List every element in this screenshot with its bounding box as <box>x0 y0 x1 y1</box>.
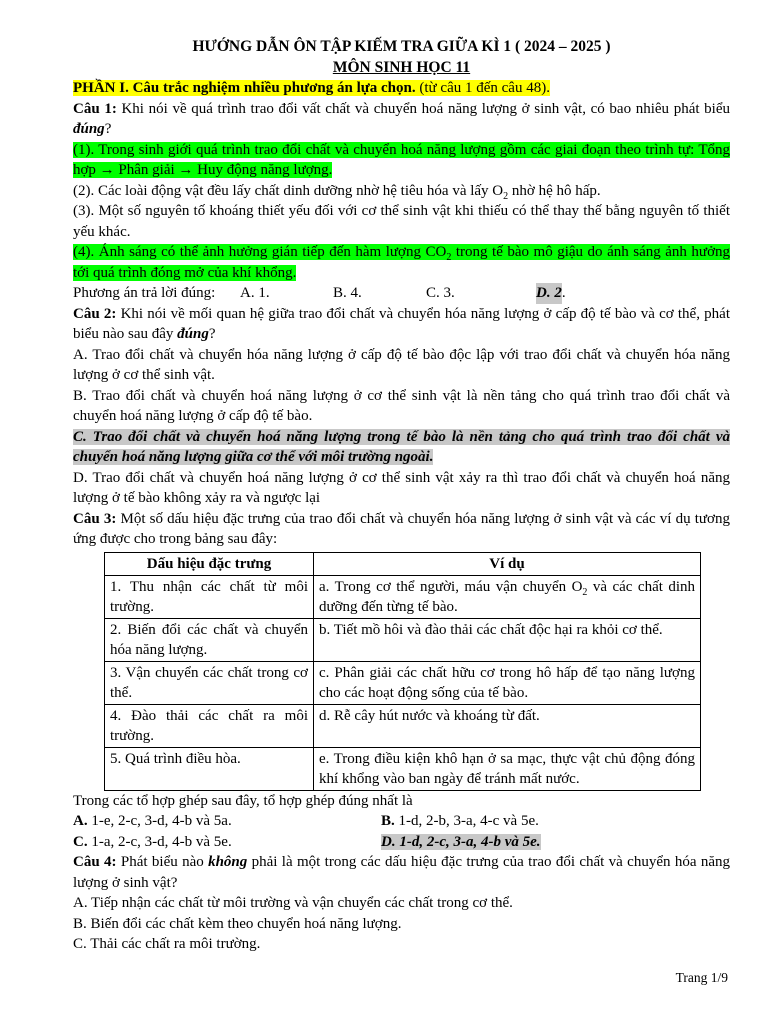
table-row: 4. Đào thải các chất ra môi trường. d. Rễ cây hút nước và khoáng từ đất. <box>105 704 701 747</box>
q2-stem: Câu 2: Khi nói về mối quan hệ giữa trao đổi chất và chuyển hóa năng lượng ở cấp độ tế bào và cơ thể, phát biểu nào sau đây đúng? <box>73 305 730 342</box>
q1-answer-label: Phương án trả lời đúng: <box>73 285 216 301</box>
q4-stem: Câu 4: Phát biểu nào không phải là một trong các dấu hiệu đặc trưng của trao đổi chất và chuyển hóa năng lượng ở sinh vật? <box>73 854 731 891</box>
table-row: 1. Thu nhận các chất từ môi trường. a. Trong cơ thể người, máu vận chuyển $O_2$ và các chất dinh dưỡng đến từng tế bào. <box>105 575 701 618</box>
q2-option-c: C. Trao đổi chất và chuyển hoá năng lượng trong tế bào là nền tảng cho quá trình trao đổi chất và chuyển hoá năng lượng giữa cơ thể với môi trường ngoài. <box>73 428 730 465</box>
q1-option-d: D. 2. <box>536 283 566 304</box>
q4-option-b: B. Biến đổi các chất kèm theo chuyển hoá năng lượng. <box>73 915 402 932</box>
document-page <box>73 36 730 955</box>
table-header-example: Ví dụ <box>314 552 701 575</box>
q1-statement-2: (2). Các loài động vật đều lấy chất dinh dưỡng nhờ hệ tiêu hóa và lấy $O_2$ nhờ hệ hô hấp. <box>73 182 601 202</box>
table-header-row <box>105 552 701 575</box>
doc-subtitle: MÔN SINH HỌC 11 <box>332 59 471 76</box>
q3-options-row-1 <box>73 811 730 832</box>
table-row: 2. Biến đổi các chất và chuyển hóa năng lượng. b. Tiết mồ hôi và đào thải các chất độc hại ra khỏi cơ thể. <box>105 618 701 661</box>
q3-table <box>104 552 701 791</box>
q4-option-a: A. Tiếp nhận các chất từ môi trường và vận chuyển các chất trong cơ thể. <box>73 895 513 911</box>
q1-statement-4: (4). Ánh sáng có thể ảnh hưởng gián tiếp đến hàm lượng $CO_2$ trong tế bào mô giậu do ánh sáng ảnh hưởng tới quá trình đóng mở của khí khổng. <box>73 244 730 281</box>
q3-prompt: Trong các tổ hợp ghép sau đây, tổ hợp ghép đúng nhất là <box>73 792 413 809</box>
q3-options-row-2 <box>73 832 730 853</box>
table-row: 3. Vận chuyển các chất trong cơ thể. c. Phân giải các chất hữu cơ trong hô hấp để tạo năng lượng cho các hoạt động sống của tế bào. <box>105 661 701 704</box>
page-number: Trang 1/9 <box>675 970 728 985</box>
q3-option-b: B. 1-d, 2-b, 3-a, 4-c và 5e. <box>381 813 539 829</box>
q3-option-d: D. 1-d, 2-c, 3-a, 4-b và 5e. <box>381 833 541 850</box>
part1-heading: PHẦN I. Câu trắc nghiệm nhiều phương án lựa chọn. (từ câu 1 đến câu 48). <box>73 80 550 96</box>
q1-option-a: A. 1. <box>240 285 270 301</box>
q3-option-a: A. 1-e, 2-c, 3-d, 4-b và 5a. <box>73 813 232 829</box>
q1-statement-1: (1). Trong sinh giới quá trình trao đổi chất và chuyển hoá năng lượng gồm các giai đoạn theo trình tự: Tổng hợp → Phân giải → Huy động năng lượng. <box>73 141 730 178</box>
q2-option-b: B. Trao đổi chất và chuyển hoá năng lượng ở cơ thể sinh vật là nền tảng cho quá trình trao đổi chất và chuyển hoá năng lượng ở cấp độ tế bào. <box>73 387 730 424</box>
q4-option-c: C. Thải các chất ra môi trường. <box>73 936 261 952</box>
table-row: 5. Quá trình điều hòa. e. Trong điều kiện khô hạn ở sa mạc, thực vật chủ động đóng khí khổng vào ban ngày để tránh mất nước. <box>105 747 701 790</box>
q1-statement-3: (3). Một số nguyên tố khoáng thiết yếu đối với cơ thể sinh vật khi thiếu có thể thay thế bằng nguyên tố thiết yếu khác. <box>73 203 730 240</box>
q1-stem: Câu 1: Khi nói về quá trình trao đổi vất chất và chuyển hoá năng lượng ở sinh vật, có bao nhiêu phát biểu đúng? <box>73 100 731 137</box>
q1-answer-row <box>73 283 730 304</box>
q2-option-d: D. Trao đổi chất và chuyển hoá năng lượng ở cơ thể sinh vật xảy ra thì trao đổi chất và chuyển hoá năng lượng ở tế bào không xảy ra và ngược lại <box>73 469 730 506</box>
q1-option-c: C. 3. <box>426 285 455 301</box>
q3-stem: Câu 3: Một số dấu hiệu đặc trưng của trao đổi chất và chuyển hóa năng lượng ở sinh vật và các ví dụ tương ứng được cho trong bảng sau đây: <box>73 510 730 547</box>
q3-option-c: C. 1-a, 2-c, 3-d, 4-b và 5e. <box>73 833 232 850</box>
table-header-sign: Dấu hiệu đặc trưng <box>105 552 314 575</box>
doc-title: HƯỚNG DẪN ÔN TẬP KIẾM TRA GIỮA KÌ 1 ( 2024 – 2025 ) <box>192 38 611 55</box>
q2-option-a: A. Trao đổi chất và chuyển hóa năng lượng ở cấp độ tế bào độc lập với trao đổi chất và chuyển hóa năng lượng ở cơ thể sinh vật. <box>73 346 730 383</box>
q1-option-b: B. 4. <box>333 285 362 301</box>
